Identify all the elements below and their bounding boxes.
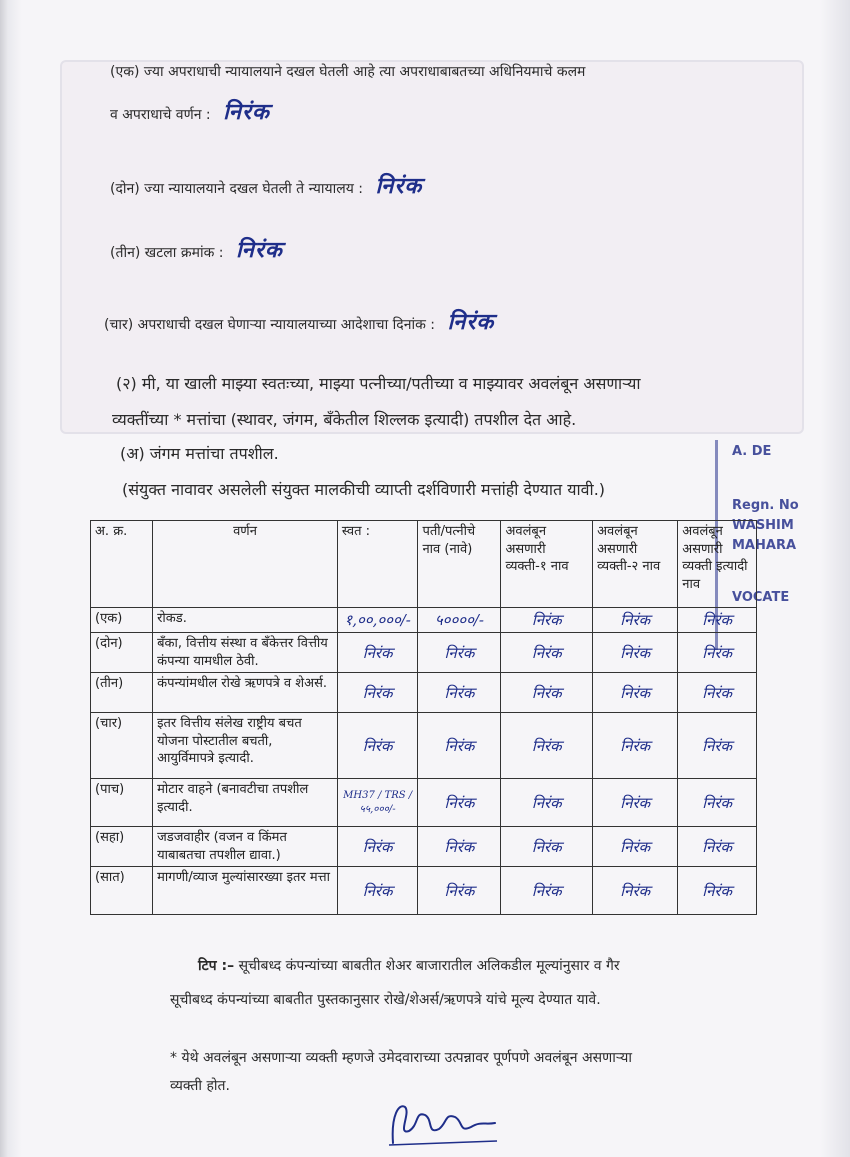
seal-line-5: VOCATE xyxy=(732,590,790,605)
item-2 xyxy=(110,170,422,200)
movable-assets-table xyxy=(90,520,757,915)
row-description: मागणी/व्याज मुल्यांसारख्या इतर मत्ता xyxy=(153,867,338,915)
section-2-line-2: व्यक्तींच्या * मत्तांचा (स्थावर, जंगम, बँकेतील शिल्लक इत्यादी) तपशील देत आहे. xyxy=(112,410,577,429)
header-self: स्वत : xyxy=(337,521,418,608)
table-row xyxy=(91,673,757,713)
row-self: निरंक xyxy=(337,633,418,673)
table-row xyxy=(91,827,757,867)
section-2-subheading: (अ) जंगम मत्तांचा तपशील. xyxy=(120,444,279,463)
footnote-line-1: * येथे अवलंबून असणाऱ्या व्यक्ती म्हणजे उमेदवाराच्या उत्पन्नावर पूर्णपणे अवलंबून असणाऱ्या xyxy=(170,1050,632,1066)
row-serial: (एक) xyxy=(91,608,153,633)
row-serial: (सहा) xyxy=(91,827,153,867)
table-row xyxy=(91,713,757,779)
row-spouse: निरंक xyxy=(418,673,501,713)
row-description: बँका, वित्तीय संस्था व बँकेत्तर वित्तीय कंपन्या यामधील ठेवी. xyxy=(153,633,338,673)
row-dependent-2: निरंक xyxy=(593,827,678,867)
row-description: कंपन्यांमधील रोखे ऋणपत्रे व शेअर्स. xyxy=(153,673,338,713)
row-serial: (दोन) xyxy=(91,633,153,673)
row-dependent-etc: निरंक xyxy=(678,633,757,673)
item-1-number: (एक) xyxy=(110,64,140,80)
row-dependent-2: निरंक xyxy=(593,779,678,827)
table-row xyxy=(91,633,757,673)
row-dependent-1: निरंक xyxy=(501,827,593,867)
row-dependent-1: निरंक xyxy=(501,867,593,915)
item-4 xyxy=(104,306,494,336)
row-dependent-1: निरंक xyxy=(501,608,593,633)
row-dependent-1: निरंक xyxy=(501,779,593,827)
seal-line-2: Regn. No xyxy=(732,498,799,513)
row-dependent-etc: निरंक xyxy=(678,608,757,633)
header-spouse: पती/पत्नीचे नाव (नावे) xyxy=(418,521,501,608)
row-description: जडजवाहीर (वजन व किंमत याबाबतचा तपशील द्यावा.) xyxy=(153,827,338,867)
item-1-text-2: व अपराधाचे वर्णन : xyxy=(110,107,211,123)
item-2-number: (दोन) xyxy=(110,181,140,197)
row-description: रोकड. xyxy=(153,608,338,633)
row-dependent-etc: निरंक xyxy=(678,673,757,713)
item-3-number: (तीन) xyxy=(110,245,141,261)
table-row xyxy=(91,867,757,915)
row-spouse: निरंक xyxy=(418,779,501,827)
row-spouse: निरंक xyxy=(418,867,501,915)
item-1-text: ज्या अपराधाची न्यायालयाने दखल घेतली आहे त्या अपराधाबाबतच्या अधिनियमाचे कलम xyxy=(143,64,586,80)
item-2-value: निरंक xyxy=(375,173,423,199)
row-self: निरंक xyxy=(337,713,418,779)
item-3-text: खटला क्रमांक : xyxy=(144,245,224,261)
row-serial: (पाच) xyxy=(91,779,153,827)
row-dependent-1: निरंक xyxy=(501,713,593,779)
row-dependent-2: निरंक xyxy=(593,713,678,779)
row-self: MH37 / TRS / ५५,०००/- xyxy=(337,779,418,827)
row-spouse: निरंक xyxy=(418,713,501,779)
header-dependent-etc: अवलंबून असणारी व्यक्ती इत्यादी नाव xyxy=(678,521,757,608)
row-description: इतर वित्तीय संलेख राष्ट्रीय बचत योजना पोस्टातील बचती, आयुर्विमापत्रे इत्यादी. xyxy=(153,713,338,779)
row-dependent-etc: निरंक xyxy=(678,867,757,915)
seal-line-4: MAHARA xyxy=(732,538,797,553)
item-1-value: निरंक xyxy=(223,99,270,125)
item-4-number: (चार) xyxy=(104,317,134,333)
row-dependent-2: निरंक xyxy=(593,608,678,633)
signature-image xyxy=(385,1095,505,1150)
note-label: टिप :– xyxy=(198,958,235,974)
row-serial: (चार) xyxy=(91,713,153,779)
row-self: निरंक xyxy=(337,827,418,867)
item-2-text: ज्या न्यायालयाने दखल घेतली ते न्यायालय : xyxy=(144,181,363,197)
row-self: १,००,०००/- xyxy=(337,608,418,633)
row-spouse: निरंक xyxy=(418,827,501,867)
row-dependent-etc: निरंक xyxy=(678,779,757,827)
row-spouse: ५००००/- xyxy=(418,608,501,633)
note-text-1: सूचीबध्द कंपन्यांच्या बाबतीत शेअर बाजारातील अलिकडील मूल्यांनुसार व गैर xyxy=(238,958,620,974)
table-row xyxy=(91,608,757,633)
note-line-1 xyxy=(198,956,620,975)
header-description: वर्णन xyxy=(153,521,338,608)
item-3-value: निरंक xyxy=(235,237,283,263)
header-dependent-2: अवलंबून असणारी व्यक्ती-२ नाव xyxy=(593,521,678,608)
item-3 xyxy=(110,234,283,264)
header-serial: अ. क्र. xyxy=(91,521,153,608)
seal-line-3: WASHIM xyxy=(732,518,794,533)
note-line-2: सूचीबध्द कंपन्यांच्या बाबतीत पुस्तकानुसार रोखे/शेअर्स/ऋणपत्रे यांचे मूल्य देण्यात यावे. xyxy=(170,992,601,1008)
item-4-value: निरंक xyxy=(447,309,495,335)
row-spouse: निरंक xyxy=(418,633,501,673)
row-dependent-etc: निरंक xyxy=(678,713,757,779)
row-dependent-etc: निरंक xyxy=(678,827,757,867)
table-header-row xyxy=(91,521,757,608)
row-serial: (सात) xyxy=(91,867,153,915)
row-self: निरंक xyxy=(337,673,418,713)
row-self: निरंक xyxy=(337,867,418,915)
row-dependent-2: निरंक xyxy=(593,633,678,673)
row-dependent-1: निरंक xyxy=(501,633,593,673)
row-dependent-2: निरंक xyxy=(593,867,678,915)
seal-line-1: A. DE xyxy=(732,444,772,459)
header-dependent-1: अवलंबून असणारी व्यक्ती-१ नाव xyxy=(501,521,593,608)
item-1-line-1 xyxy=(110,62,585,81)
row-dependent-2: निरंक xyxy=(593,673,678,713)
row-serial: (तीन) xyxy=(91,673,153,713)
item-4-text: अपराधाची दखल घेणाऱ्या न्यायालयाच्या आदेशाचा दिनांक : xyxy=(137,317,436,333)
row-dependent-1: निरंक xyxy=(501,673,593,713)
item-1-line-2 xyxy=(110,96,270,126)
row-description: मोटार वाहने (बनावटीचा तपशील इत्यादी. xyxy=(153,779,338,827)
footnote-line-2: व्यक्ती होत. xyxy=(170,1078,230,1094)
table-row xyxy=(91,779,757,827)
section-2-line-1: (२) मी, या खाली माझ्या स्वतःच्या, माझ्या पत्नीच्या/पतीच्या व माझ्यावर अवलंबून असणाऱ्या xyxy=(116,374,641,393)
section-2-note: (संयुक्त नावावर असलेली संयुक्त मालकीची व्याप्ती दर्शविणारी मत्तांही देण्यात यावी.) xyxy=(122,480,606,499)
